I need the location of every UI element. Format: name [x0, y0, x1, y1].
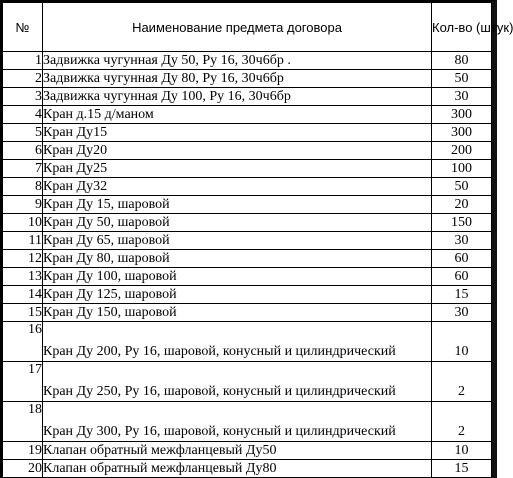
- row-qty: 50: [432, 178, 492, 196]
- row-name: Кран Ду 15, шаровой: [43, 196, 432, 214]
- table-row: [3, 250, 492, 268]
- row-qty: 15: [432, 460, 492, 478]
- row-num: 20: [3, 460, 43, 478]
- table-row: [3, 106, 492, 124]
- row-qty: 30: [432, 304, 492, 322]
- row-num: 4: [3, 106, 43, 124]
- table-row: [3, 232, 492, 250]
- row-qty: 300: [432, 124, 492, 142]
- row-num: 5: [3, 124, 43, 142]
- row-name: Клапан обратный межфланцевый Ду80: [43, 460, 432, 478]
- row-qty: 60: [432, 268, 492, 286]
- row-num: 19: [3, 442, 43, 460]
- row-name: Клапан обратный межфланцевый Ду50: [43, 442, 432, 460]
- table-row: [3, 268, 492, 286]
- table-row: [3, 196, 492, 214]
- row-num: 9: [3, 196, 43, 214]
- row-name: Задвижка чугунная Ду 100, Ру 16, 30ч6бр: [43, 88, 432, 106]
- row-num: 6: [3, 142, 43, 160]
- row-num: 17: [3, 362, 43, 402]
- row-name: Кран Ду15: [43, 124, 432, 142]
- table-row: [3, 460, 492, 478]
- table-row: [3, 88, 492, 106]
- row-name: Задвижка чугунная Ду 80, Ру 16, 30ч6бр: [43, 70, 432, 88]
- table-row: [3, 442, 492, 460]
- row-name: Кран Ду25: [43, 160, 432, 178]
- row-num: 16: [3, 322, 43, 362]
- row-qty: 2: [432, 362, 492, 402]
- row-qty: 10: [432, 442, 492, 460]
- row-num: 7: [3, 160, 43, 178]
- row-qty: 15: [432, 286, 492, 304]
- row-name: Кран Ду 80, шаровой: [43, 250, 432, 268]
- row-qty: 30: [432, 232, 492, 250]
- row-qty: 60: [432, 250, 492, 268]
- row-num: 10: [3, 214, 43, 232]
- row-num: 15: [3, 304, 43, 322]
- row-qty: 150: [432, 214, 492, 232]
- table-header-row: [3, 3, 492, 52]
- header-name: Наименование предмета договора: [43, 3, 432, 52]
- row-qty: 50: [432, 70, 492, 88]
- row-name: Кран Ду 65, шаровой: [43, 232, 432, 250]
- table-row: [3, 70, 492, 88]
- header-qty: Кол-во (штук): [432, 3, 492, 52]
- row-num: 14: [3, 286, 43, 304]
- table-row: [3, 52, 492, 70]
- row-num: 12: [3, 250, 43, 268]
- table-row: [3, 124, 492, 142]
- row-qty: 100: [432, 160, 492, 178]
- table-row: [3, 402, 492, 442]
- row-name: Задвижка чугунная Ду 50, Ру 16, 30ч6бр .: [43, 52, 432, 70]
- row-num: 8: [3, 178, 43, 196]
- row-name: Кран Ду 125, шаровой: [43, 286, 432, 304]
- table-row: [3, 362, 492, 402]
- row-name: Кран Ду 250, Ру 16, шаровой, конусный и цилиндрический: [43, 362, 432, 402]
- row-name: Кран Ду32: [43, 178, 432, 196]
- row-name: Кран Ду 150, шаровой: [43, 304, 432, 322]
- row-qty: 30: [432, 88, 492, 106]
- row-qty: 2: [432, 402, 492, 442]
- row-num: 11: [3, 232, 43, 250]
- row-qty: 80: [432, 52, 492, 70]
- row-name: Кран Ду 50, шаровой: [43, 214, 432, 232]
- contract-items-table: [2, 2, 513, 478]
- table-row: [3, 178, 492, 196]
- row-qty: 10: [432, 322, 492, 362]
- row-qty: 200: [432, 142, 492, 160]
- table-row: [3, 214, 492, 232]
- header-num: №: [3, 3, 43, 52]
- table-row: [3, 304, 492, 322]
- row-num: 18: [3, 402, 43, 442]
- row-num: 3: [3, 88, 43, 106]
- table-row: [3, 160, 492, 178]
- table-row: [3, 286, 492, 304]
- row-name: Кран Ду 300, Ру 16, шаровой, конусный и цилиндрический: [43, 402, 432, 442]
- table-row: [3, 322, 492, 362]
- row-name: Кран Ду20: [43, 142, 432, 160]
- row-num: 13: [3, 268, 43, 286]
- row-qty: 300: [432, 106, 492, 124]
- table-row: [3, 142, 492, 160]
- row-name: Кран Ду 200, Ру 16, шаровой, конусный и цилиндрический: [43, 322, 432, 362]
- row-num: 1: [3, 52, 43, 70]
- row-name: Кран Ду 100, шаровой: [43, 268, 432, 286]
- row-qty: 20: [432, 196, 492, 214]
- row-num: 2: [3, 70, 43, 88]
- row-name: Кран д.15 д/маном: [43, 106, 432, 124]
